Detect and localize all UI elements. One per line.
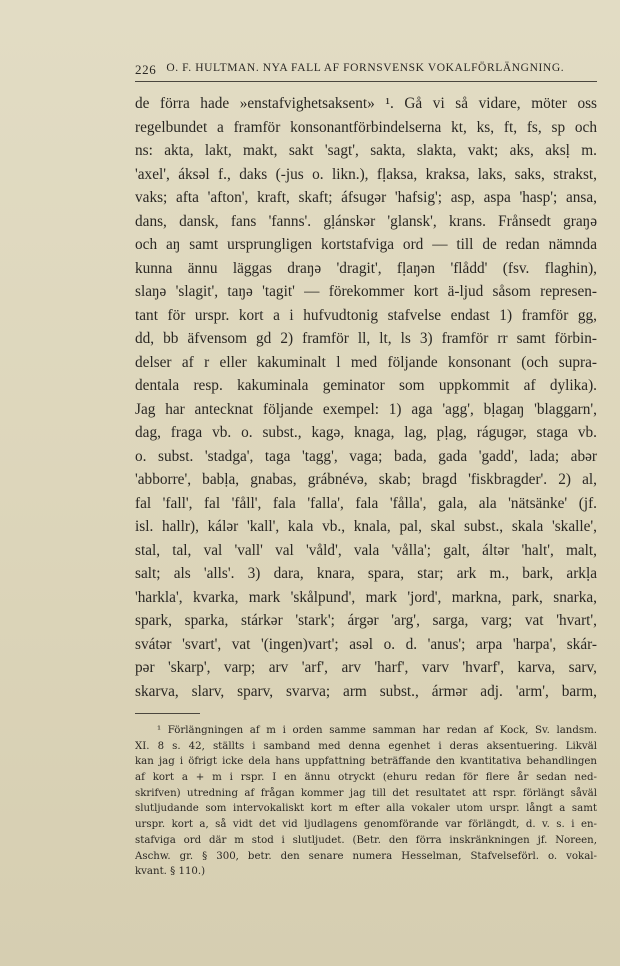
footnote-line: skrifven) utredning af frågan kommer jag till det resultatet att rspr. förlängt såväl	[135, 787, 597, 799]
running-header	[135, 62, 597, 78]
text-line: dd, bb äfvensom gd 2) framför ll, lt, ls 3) framför rr samt förbin-	[135, 330, 597, 347]
text-line: de förra hade »enstafvighetsaksent» ¹. Gå vi så vidare, möter oss	[135, 95, 597, 112]
footnote-line: Aschw. gr. § 300, betr. den senare numera Hesselman, Stafvelseförl. o. vokal-	[135, 850, 597, 862]
text-line: dentala resp. kakuminala geminator som uppkommit af dylika).	[135, 377, 597, 394]
text-line: 'axel', áksəl f., daks (-jus o. likn.), fḷaksa, kraksa, laks, saks, strakst,	[135, 165, 597, 183]
running-title: O. F. HULTMAN. NYA FALL AF FORNSVENSK VOKALFÖRLÄNGNING.	[166, 62, 565, 74]
text-line: delser af r eller kakuminalt l med följande konsonant (och supra-	[135, 353, 597, 371]
text-line: stal, tal, val 'vall' val 'våld', vala 'vålla'; galt, áltər 'halt', malt,	[135, 541, 597, 559]
footnote-line: kvant. § 110.)	[135, 866, 206, 878]
text-line: svátər 'svart', vat '(ingen)vart'; asəl o. d. 'anus'; arpa 'harpa', skár-	[135, 635, 597, 653]
text-line: spark, sparka, stárkər 'stark'; árgər 'arg', sarga, varg; vat 'hvart',	[135, 612, 597, 629]
text-line: tant för urspr. kort a i hufvudtonig stafvelse endast 1) framför gg,	[135, 306, 597, 324]
footnote-line: XI. 8 s. 42, ställts i samband med denna egenhet i deras aksentuering. Likväl	[135, 740, 597, 752]
footnote-line: slutljudande som intervokaliskt kort m efter alla vokaler utom urspr. långt a samt	[135, 803, 597, 815]
text-line: slaŋə 'slagit', taŋə 'tagit' — förekommer kort ä-ljud såsom represen-	[135, 283, 597, 300]
text-line: ns: akta, lakt, makt, sakt 'sagt', sakta, slakta, vakt; aks, aksḷ m.	[135, 142, 597, 159]
text-line: Jag har antecknat följande exempel: 1) aga 'agg', bḷagaŋ 'blaggarn',	[135, 400, 597, 418]
footnote-line: af kort a + m i rspr. I en ännu otryckt (ehuru redan för flere år sedan ned-	[135, 772, 597, 784]
text-line: o. subst. 'stadga', taga 'tagg', vaga; bada, gada 'gadd', lada; abər	[135, 447, 597, 465]
text-line: skarva, slarv, sparv, svarva; arm subst., ármər adj. 'arm', barm,	[135, 682, 597, 700]
footnote	[135, 723, 597, 880]
text-line: dag, fraga vb. o. subst., kagə, knaga, lag, pḷag, rágugər, staga vb.	[135, 424, 597, 441]
text-line: regelbundet a framför konsonantförbindelserna kt, ks, ft, fs, sp och	[135, 118, 597, 136]
footnote-line: kan jag i öfrigt icke dela hans uppfattning beträffande den kvantitativa behandlingen	[135, 756, 597, 768]
header-rule	[135, 81, 597, 82]
text-line: isl. hallr), kálər 'kall', kala vb., knala, pal, skal subst., skala 'skalle',	[135, 518, 597, 535]
footnote-line: urspr. kort a, så vidt det vid ljudlagens genomförande var förlängdt, d. v. s. i en-	[135, 819, 597, 831]
footnote-rule	[135, 713, 200, 714]
page-number: 226	[135, 62, 157, 77]
body-text	[135, 92, 597, 703]
text-line: 'abborre', babḷa, gnabas, grábnévə, skab; bragd 'fiskbragder'. 2) al,	[135, 471, 597, 488]
text-line: fal 'fall', fal 'fåll', fala 'falla', fala 'fålla', gala, ala 'nätsänke' (jf.	[135, 494, 597, 512]
footnote-line: stafviga ord där m stod i slutljudet. (Betr. den förra inskränkningen jf. Noreen,	[135, 834, 597, 846]
text-line: 'harkla', kvarka, mark 'skålpund', mark 'jord', markna, park, snarka,	[135, 588, 597, 606]
footnote-line: ¹ Förlängningen af m i orden samme samman har redan af Kock, Sv. landsm.	[157, 725, 597, 736]
text-line: dans, dansk, fans 'fanns'. gḷánskər 'glansk', krans. Frånsedt graŋə	[135, 212, 597, 230]
text-line: vaks; afta 'afton', kraft, skaft; áfsugər 'hafsig'; asp, aspa 'hasp'; ansa,	[135, 189, 597, 206]
text-line: kunna ännu läggas draŋə 'dragit', fḷaŋən 'flådd' (fsv. flaghin),	[135, 259, 597, 277]
text-line: och aŋ samt ursprungligen kortstafviga ord — till de redan nämnda	[135, 236, 597, 253]
text-line: pər 'skarp', varp; arv 'arf', arv 'harf', varv 'hvarf', karva, sarv,	[135, 659, 597, 676]
text-line: salt; als 'alls'. 3) dara, knara, spara, star; ark m., bark, arkḷa	[135, 565, 597, 582]
